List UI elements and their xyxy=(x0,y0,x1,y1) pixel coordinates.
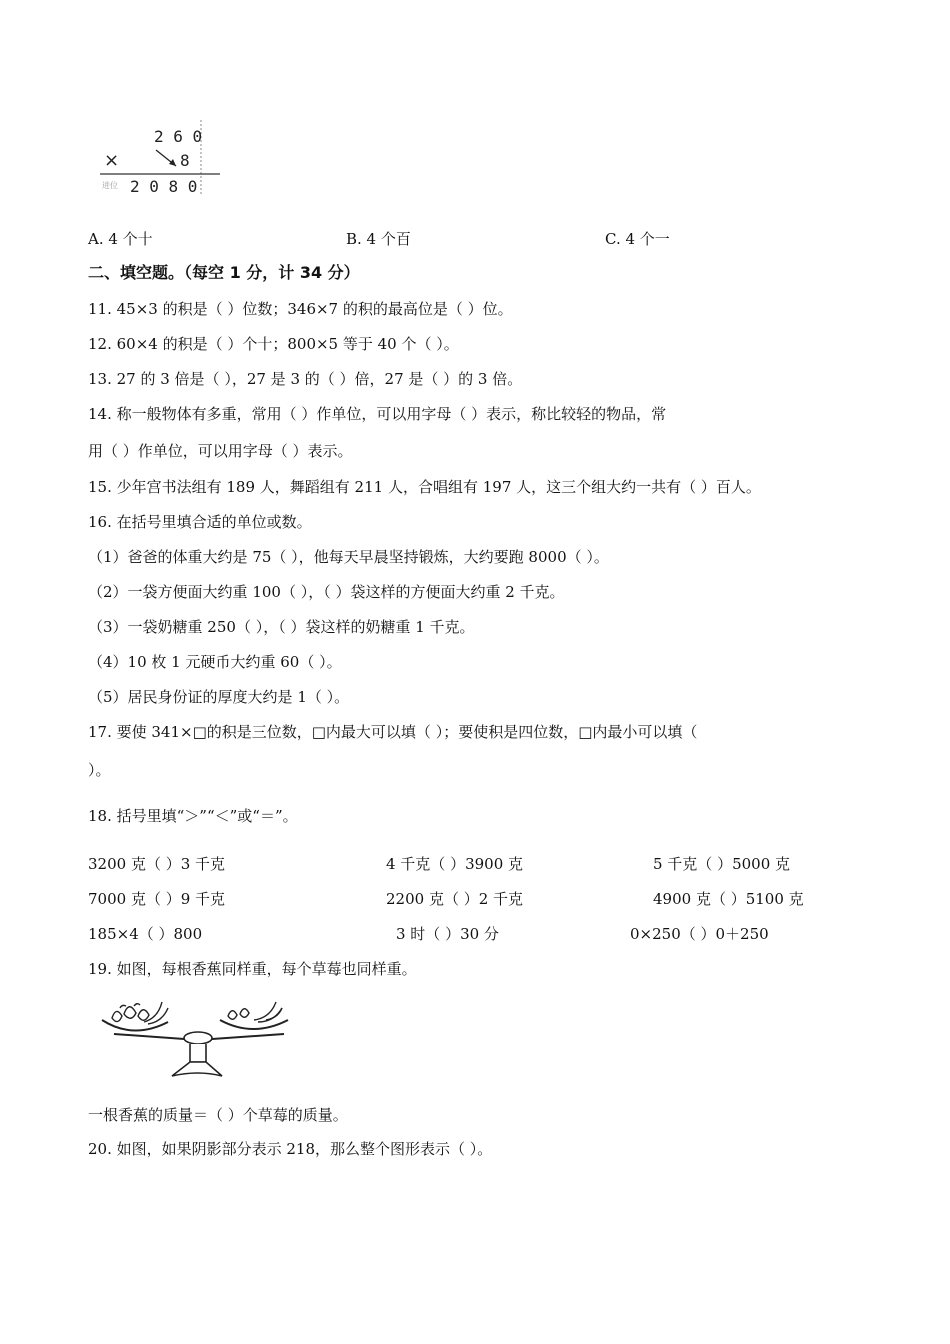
mult-row2: 8 xyxy=(180,151,190,170)
mult-result: 2 0 8 0 xyxy=(130,177,198,196)
compare-r3c2: 3 时（ ）30 分 xyxy=(396,925,499,943)
question-20: 20. 如图，如果阴影部分表示 218，那么整个图形表示（ ）。 xyxy=(88,1140,493,1158)
strawberry-icon xyxy=(112,1004,149,1022)
scale-base xyxy=(172,1062,222,1076)
left-pan xyxy=(102,1020,168,1031)
question-13: 13. 27 的 3 倍是（ ），27 是 3 的（ ）倍，27 是（ ）的 3 倍。 xyxy=(88,370,523,388)
option-c[interactable]: C. 4 个一 xyxy=(605,230,670,248)
question-15: 15. 少年宫书法组有 189 人，舞蹈组有 211 人，合唱组有 197 人，这三个组大约一共有（ ）百人。 xyxy=(88,478,761,496)
compare-r2c1: 7000 克（ ）9 千克 xyxy=(88,890,226,908)
question-11: 11. 45×3 的积是（ ）位数；346×7 的积的最高位是（ ）位。 xyxy=(88,300,513,318)
compare-r1c1: 3200 克（ ）3 千克 xyxy=(88,855,226,873)
question-16-5: （5）居民身份证的厚度大约是 1（ ）。 xyxy=(88,688,350,706)
scale-pivot xyxy=(184,1032,212,1044)
balance-scale-figure xyxy=(98,994,294,1086)
question-17-line1: 17. 要使 341×□的积是三位数，□内最大可以填（ ）；要使积是四位数，□内最小可以填（ xyxy=(88,723,698,741)
question-16-1: （1）爸爸的体重大约是 75（ ），他每天早晨坚持锻炼，大约要跑 8000（ ）。 xyxy=(88,548,609,566)
carry-arrow-head xyxy=(169,159,176,166)
section-title: 二、填空题。（每空 1 分，计 34 分） xyxy=(88,263,360,282)
compare-r2c3: 4900 克（ ）5100 克 xyxy=(653,890,804,908)
compare-r1c2: 4 千克（ ）3900 克 xyxy=(386,855,524,873)
question-16-4: （4）10 枚 1 元硬币大约重 60（ ）。 xyxy=(88,653,342,671)
scale-stand xyxy=(190,1044,206,1062)
compare-r3c3: 0×250（ ）0＋250 xyxy=(630,925,769,943)
mult-row1: 2 6 0 xyxy=(154,127,203,146)
carry-label: 进位 xyxy=(102,181,118,190)
question-16-2: （2）一袋方便面大约重 100（ ），（ ）袋这样的方便面大约重 2 千克。 xyxy=(88,583,565,601)
question-18: 18. 括号里填“＞”“＜”或“＝”。 xyxy=(88,807,298,825)
strawberry-icon xyxy=(228,1009,249,1020)
option-b[interactable]: B. 4 个百 xyxy=(346,230,411,248)
right-pan xyxy=(220,1020,288,1029)
mult-times-sign: × xyxy=(104,150,120,171)
multiplication-figure xyxy=(96,112,226,198)
question-17-line2: ）。 xyxy=(88,761,111,779)
option-a[interactable]: A. 4 个十 xyxy=(88,230,153,248)
question-16-3: （3）一袋奶糖重 250（ ），（ ）袋这样的奶糖重 1 千克。 xyxy=(88,618,475,636)
question-16: 16. 在括号里填合适的单位或数。 xyxy=(88,513,312,531)
question-12: 12. 60×4 的积是（ ）个十；800×5 等于 40 个（ ）。 xyxy=(88,335,459,353)
compare-r1c3: 5 千克（ ）5000 克 xyxy=(653,855,791,873)
question-19: 19. 如图，每根香蕉同样重，每个草莓也同样重。 xyxy=(88,960,417,978)
banana-icon xyxy=(254,1002,282,1022)
compare-r3c1: 185×4（ ）800 xyxy=(88,925,203,943)
question-14-line1: 14. 称一般物体有多重，常用（ ）作单位，可以用字母（ ）表示，称比较轻的物品，常 xyxy=(88,405,667,423)
question-14-line2: 用（ ）作单位，可以用字母（ ）表示。 xyxy=(88,442,353,460)
compare-r2c2: 2200 克（ ）2 千克 xyxy=(386,890,524,908)
question-19-answer: 一根香蕉的质量＝（ ）个草莓的质量。 xyxy=(88,1106,348,1124)
